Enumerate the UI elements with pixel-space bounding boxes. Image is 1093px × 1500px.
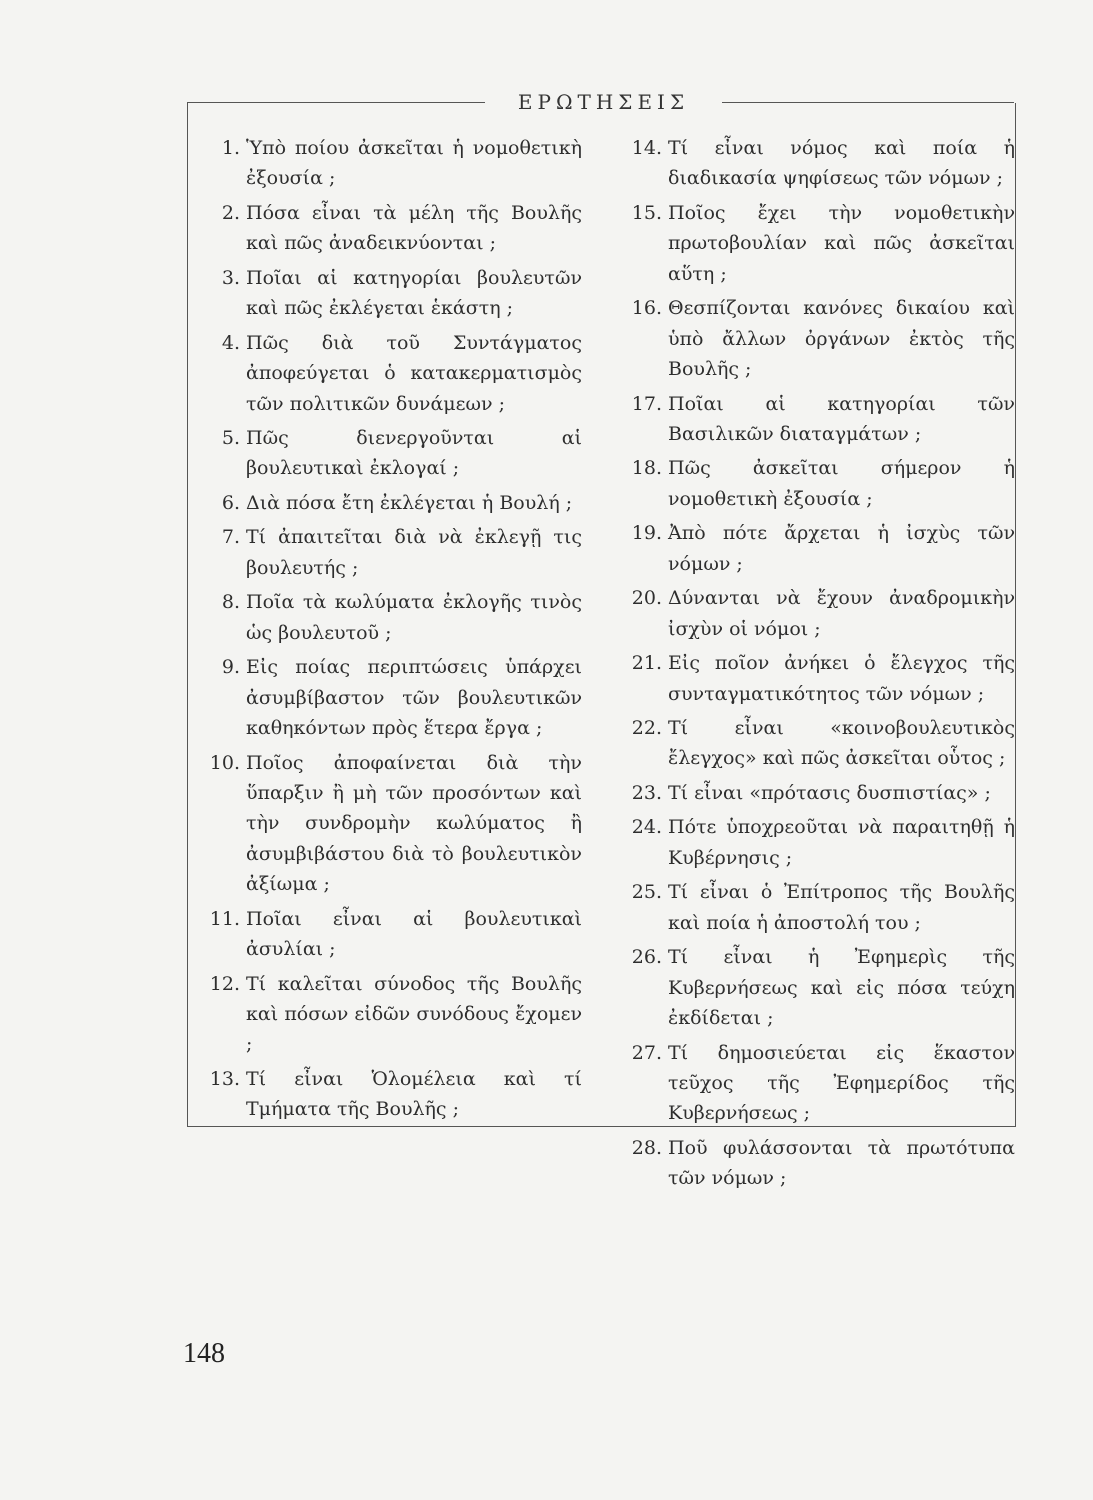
question-text: Διὰ πόσα ἔτη ἐκλέγεται ἡ Βουλή ; — [246, 491, 573, 514]
question-item — [200, 652, 582, 743]
question-number: 9. — [221, 656, 240, 679]
question-text: Πῶς διενεργοῦνται αἱ βουλευτικαὶ ἐκλογαί ; — [246, 427, 582, 480]
question-text: Τί καλεῖται σύνοδος τῆς Βουλῆς καὶ πόσων εἰδῶν συνόδους ἔχομεν ; — [246, 972, 582, 1056]
question-number: 13. — [209, 1067, 240, 1090]
question-text: Ποῖαι αἱ κατηγορίαι τῶν Βασιλικῶν διαταγμάτων ; — [668, 392, 1015, 445]
question-number: 24. — [631, 816, 662, 839]
question-number: 28. — [631, 1136, 662, 1159]
question-item — [620, 778, 1015, 808]
question-text: Εἰς ποῖον ἀνήκει ὁ ἔλεγχος τῆς συνταγματικότητος τῶν νόμων ; — [668, 652, 1015, 705]
question-text: Θεσπίζονται κανόνες δικαίου καὶ ὑπὸ ἄλλων ὀργάνων ἐκτὸς τῆς Βουλῆς ; — [668, 297, 1015, 381]
question-number: 4. — [221, 331, 240, 354]
question-number: 20. — [631, 587, 662, 610]
page-number: 148 — [183, 1338, 225, 1369]
question-item — [200, 423, 582, 484]
question-text: Τί εἶναι ἡ Ἐφημερὶς τῆς Κυβερνήσεως καὶ εἰς πόσα τεύχη ἐκδίδεται ; — [668, 946, 1015, 1030]
question-item — [620, 518, 1015, 579]
questions-column-right — [620, 133, 1015, 1198]
question-number: 23. — [631, 781, 662, 804]
question-item — [200, 969, 582, 1060]
question-text: Τί ἀπαιτεῖται διὰ νὰ ἐκλεγῇ τις βουλευτής ; — [246, 526, 582, 579]
question-item — [620, 389, 1015, 450]
question-text: Ποῖα τὰ κωλύματα ἐκλογῆς τινὸς ὡς βουλευτοῦ ; — [246, 591, 582, 644]
question-text: Τί εἶναι «κοινοβουλευτικὸς ἔλεγχος» καὶ πῶς ἀσκεῖται οὗτος ; — [668, 717, 1015, 770]
question-item — [200, 198, 582, 259]
question-text: Πότε ὑποχρεοῦται νὰ παραιτηθῇ ἡ Κυβέρνησις ; — [668, 816, 1015, 869]
question-number: 17. — [631, 392, 662, 415]
question-text: Τί εἶναι ὁ Ἐπίτροπος τῆς Βουλῆς καὶ ποία ἡ ἀποστολή του ; — [668, 881, 1015, 934]
question-text: Πῶς ἀσκεῖται σήμερον ἡ νομοθετικὴ ἐξουσία ; — [668, 457, 1015, 510]
question-item — [200, 587, 582, 648]
question-text: Τί εἶναι Ὁλομέλεια καὶ τί Τμήματα τῆς Βουλῆς ; — [246, 1067, 582, 1121]
question-item — [620, 648, 1015, 709]
question-number: 16. — [631, 297, 662, 320]
questions-column-left — [200, 133, 582, 1129]
question-item — [200, 1064, 582, 1125]
question-text: Τί δημοσιεύεται εἰς ἕκαστον τεῦχος τῆς Ἐφημερίδος τῆς Κυβερνήσεως ; — [668, 1041, 1015, 1125]
section-header — [187, 90, 1017, 120]
question-item — [200, 133, 582, 194]
question-number: 11. — [209, 907, 240, 930]
question-item — [200, 522, 582, 583]
header-rule-right — [722, 102, 1014, 103]
question-item — [620, 453, 1015, 514]
question-text: Ποῖος ἔχει τὴν νομοθετικὴν πρωτοβουλίαν καὶ πῶς ἀσκεῖται αὕτη ; — [668, 201, 1015, 285]
question-number: 10. — [209, 751, 240, 774]
question-number: 2. — [221, 201, 240, 224]
question-item — [620, 942, 1015, 1033]
question-number: 18. — [631, 457, 662, 480]
question-text: Ποῦ φυλάσσονται τὰ πρωτότυπα τῶν νόμων ; — [668, 1136, 1015, 1190]
question-number: 5. — [221, 427, 240, 450]
question-number: 1. — [221, 137, 240, 159]
question-text: Δύνανται νὰ ἔχουν ἀναδρομικὴν ἰσχὺν οἱ νόμοι ; — [668, 587, 1015, 640]
question-number: 12. — [209, 972, 240, 995]
header-rule-left — [187, 102, 485, 103]
section-title: ΕΡΩΤΗΣΕΙΣ — [517, 90, 690, 114]
question-text: Τί εἶναι «πρότασις δυσπιστίας» ; — [668, 781, 991, 804]
question-item — [200, 263, 582, 324]
question-number: 6. — [221, 491, 240, 514]
question-item — [200, 904, 582, 965]
question-item — [620, 877, 1015, 938]
question-text: Ὑπὸ ποίου ἀσκεῖται ἡ νομοθετικὴ ἐξουσία ; — [246, 137, 582, 190]
question-text: Ἀπὸ πότε ἄρχεται ἡ ἰσχὺς τῶν νόμων ; — [668, 522, 1015, 575]
question-number: 3. — [221, 266, 240, 289]
question-item — [200, 328, 582, 419]
question-number: 27. — [631, 1041, 662, 1064]
question-item — [620, 713, 1015, 774]
question-item — [620, 583, 1015, 644]
question-text: Ποῖος ἀποφαίνεται διὰ τὴν ὕπαρξιν ἢ μὴ τῶν προσόντων καὶ τὴν συνδρομὴν κωλύματος ἢ ἀσυμβιβάστου διὰ τὸ βουλευτικὸν ἀξίωμα ; — [246, 751, 582, 896]
question-item — [620, 133, 1015, 194]
question-number: 26. — [631, 946, 662, 969]
question-item — [620, 293, 1015, 384]
question-number: 22. — [631, 717, 662, 740]
question-number: 7. — [221, 526, 240, 549]
question-text: Ποῖαι αἱ κατηγορίαι βουλευτῶν καὶ πῶς ἐκλέγεται ἑκάστη ; — [246, 266, 582, 320]
question-number: 14. — [631, 137, 662, 159]
question-item — [200, 488, 582, 518]
question-number: 19. — [631, 522, 662, 545]
question-number: 15. — [631, 201, 662, 224]
question-text: Πῶς διὰ τοῦ Συντάγματος ἀποφεύγεται ὁ κατακερματισμὸς τῶν πολιτικῶν δυνάμεων ; — [246, 331, 582, 415]
question-text: Πόσα εἶναι τὰ μέλη τῆς Βουλῆς καὶ πῶς ἀναδεικνύονται ; — [246, 201, 582, 255]
question-item — [620, 1133, 1015, 1194]
question-item — [620, 198, 1015, 289]
question-number: 21. — [631, 652, 662, 675]
question-text: Ποῖαι εἶναι αἱ βουλευτικαὶ ἀσυλίαι ; — [246, 907, 582, 961]
question-item — [620, 1038, 1015, 1129]
question-number: 25. — [631, 881, 662, 904]
question-item — [200, 748, 582, 900]
question-item — [620, 812, 1015, 873]
question-number: 8. — [221, 591, 240, 614]
question-text: Τί εἶναι νόμος καὶ ποία ἡ διαδικασία ψηφίσεως τῶν νόμων ; — [668, 137, 1015, 190]
question-text: Εἰς ποίας περιπτώσεις ὑπάρχει ἀσυμβίβαστον τῶν βουλευτικῶν καθηκόντων πρὸς ἕτερα ἔργα ; — [246, 656, 582, 740]
